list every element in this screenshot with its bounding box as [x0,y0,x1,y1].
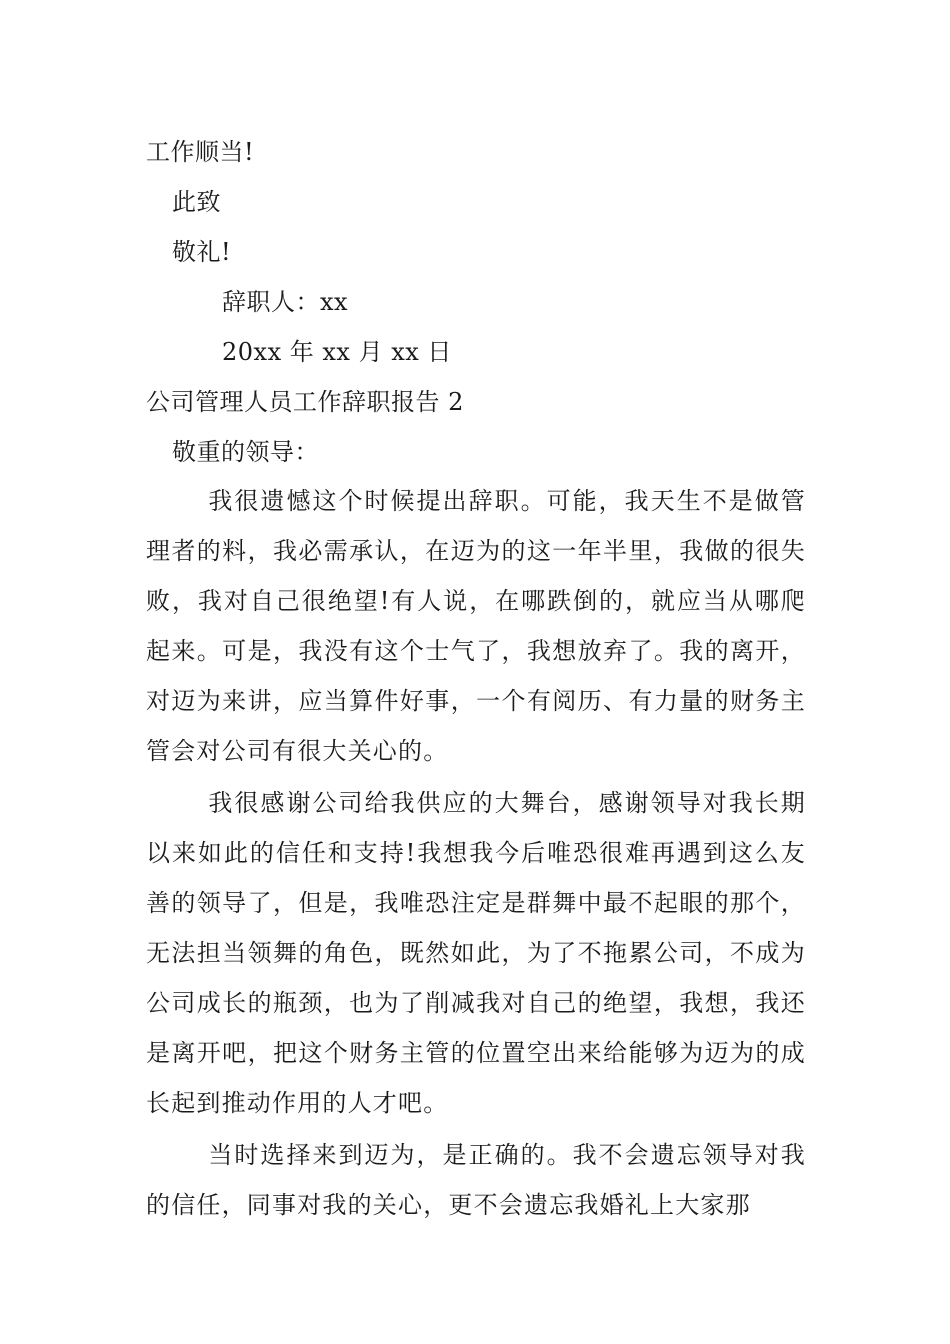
date-line: 20xx 年 xx 月 xx 日 [222,338,452,366]
closing-line: 工作顺当! [146,138,255,166]
signer-line: 辞职人：xx [222,288,349,316]
salutation-jing-li: 敬礼! [172,238,232,266]
body-paragraph-2: 我很感谢公司给我供应的大舞台，感谢领导对我长期以来如此的信任和支持!我想我今后唯恐很难再遇到这么友善的领导了，但是，我唯恐注定是群舞中最不起眼的那个，无法担当领舞的角色，既然如此，为了不拖累公司，不成为公司成长的瓶颈，也为了削减我对自己的绝望，我想，我还是离开吧，把这个财务主管的位置空出来给能够为迈为的成长起到推动作用的人才吧。 [146,789,806,1117]
body-paragraph-3: 当时选择来到迈为，是正确的。我不会遗忘领导对我的信任，同事对我的关心，更不会遗忘我婚礼上大家那 [146,1141,806,1219]
salutation-ci-zhi: 此致 [172,188,221,216]
report-title: 公司管理人员工作辞职报告 2 [146,388,464,416]
body-paragraph-1: 我很遗憾这个时候提出辞职。可能，我天生不是做管理者的料，我必需承认，在迈为的这一年半里，我做的很失败，我对自己很绝望!有人说，在哪跌倒的，就应当从哪爬起来。可是，我没有这个士气了，我想放弃了。我的离开，对迈为来讲，应当算件好事，一个有阅历、有力量的财务主管会对公司有很大关心的。 [146,487,806,765]
greeting-line: 敬重的领导： [172,438,319,466]
